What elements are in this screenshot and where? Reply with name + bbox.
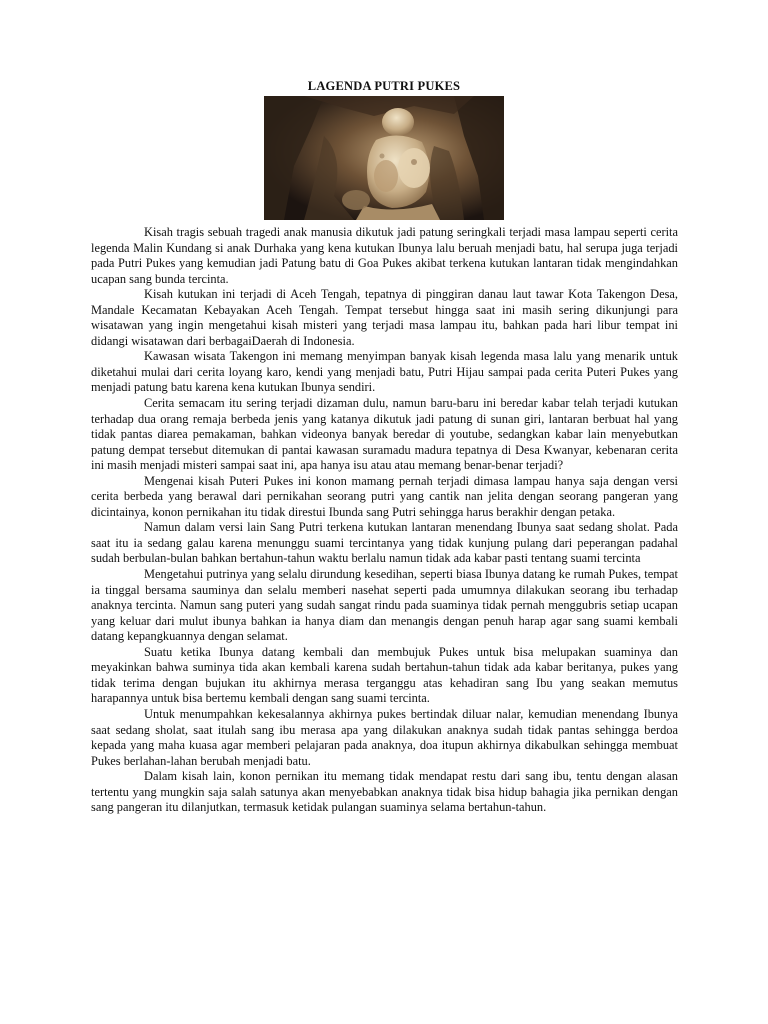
paragraph: Namun dalam versi lain Sang Putri terkena kutukan lantaran menendang Ibunya saat sedang sholat. Pada saat itu ia sedang galau karena menunggu suami tercintanya yang tidak kunjung pulang dari peperangan padahal sudah berbulan-bulan bahkan bertahun-tahun waktu berlalu namun tidak ada kabar pasti tentang suami tercinta — [91, 520, 678, 566]
paragraph: Mengetahui putrinya yang selalu dirundung kesedihan, seperti biasa Ibunya datang ke rumah Pukes, tempat ia tinggal bersama sauminya dan selalu memberi nasehat seperti pada umumnya dilakukan seorang ibu terhadap anaknya tercinta. Namun sang puteri yang sudah sangat rindu pada suaminya tidak pernah menggubris setiap ucapan yang keluar dari mulut ibunya bahkan ia hanya diam dan menangis dengan penuh harap agar sang suami kembali datang kepangkuannya dengan selamat. — [91, 567, 678, 644]
paragraph: Cerita semacam itu sering terjadi dizaman dulu, namun baru-baru ini beredar kabar telah terjadi kutukan terhadap dua orang remaja berbeda jenis yang katanya dikutuk jadi patung di sunan giri, lantaran berbuat hal yang tidak pantas diarea pemakaman, bahkan videonya banyak beredar di youtube, sedangkan kabar lain menyebutkan patung dempat tersebut ditemukan di pantai kawasan suramadu madura tepatnya di Desa Kwanyar, kebenaran cerita ini masih menjadi misteri sampai saat ini, apa hanya isu atau atau memang benar-benar terjadi? — [91, 396, 678, 473]
paragraph: Kisah kutukan ini terjadi di Aceh Tengah, tepatnya di pinggiran danau laut tawar Kota Takengon Desa, Mandale Kecamatan Kebayakan Aceh Tengah. Tempat tersebut hingga saat ini masih sering dikunjungi para wisatawan yang ingin mengetahui kisah misteri yang terjadi masa lampau itu, bahkan pada hari libur tempat ini didangi wisatawan dari berbagaiDaerah di Indonesia. — [91, 287, 678, 348]
paragraph: Mengenai kisah Puteri Pukes ini konon mamang pernah terjadi dimasa lampau hanya saja dengan versi cerita berbeda yang berawal dari pernikahan seorang putri yang cantik nan jelita dengan seorang pangeran yang dicintainya, konon pernikahan itu tidak direstui Ibunda sang Putri sehingga harus berakhir dengan petaka. — [91, 473, 678, 519]
document-body — [91, 225, 678, 816]
cave-statue-photo — [264, 96, 504, 220]
paragraph: Kawasan wisata Takengon ini memang menyimpan banyak kisah legenda masa lalu yang menarik untuk diketahui mulai dari cerita loyang karo, kendi yang menjadi batu, Putri Hijau sampai pada cerita Puteri Pukes yang menjadi patung batu karena kena kutukan Ibunya sendiri. — [91, 349, 678, 395]
paragraph: Untuk menumpahkan kekesalannya akhirnya pukes bertindak diluar nalar, kemudian menendang Ibunya saat sedang sholat, saat itulah sang ibu merasa apa yang dilakukan anaknya sudah tidak pantas sehingga berdoa kepada yang maha kuasa agar memberi pelajaran pada anaknya, doa itupun akhirnya dikabulkan sehingga membuat Pukes berlahan-lahan berubah menjadi batu. — [91, 706, 678, 768]
paragraph: Dalam kisah lain, konon pernikan itu memang tidak mendapat restu dari sang ibu, tentu dengan alasan tertentu yang mungkin saja salah satunya akan menyebabkan anaknya tidak bisa hidup bahagia jika pernikan dengan sang pangeran itu dilanjutkan, termasuk ketidak pulangan suaminya selama bertahun-tahun. — [91, 769, 678, 815]
paragraph: Suatu ketika Ibunya datang kembali dan membujuk Pukes untuk bisa melupakan suaminya dan meyakinkan bahwa suminya tida akan kembali karena sudah bertahun-tahun tidak ada kabar beritanya, pukes yang tidak terima dengan bujukan itu akhirnya merasa terganggu atas kehadiran sang Ibu yang seakan memutus harapannya untuk bisa bertemu kembali dengan sang suami tercinta. — [91, 644, 678, 706]
paragraph: Kisah tragis sebuah tragedi anak manusia dikutuk jadi patung seringkali terjadi masa lampau seperti cerita legenda Malin Kundang si anak Durhaka yang kena kutukan Ibunya lalu beruah menjadi batu, hal serupa juga terjadi pada Putri Pukes yang kemudian jadi Patung batu di Goa Pukes akibat terkena kutukan lantaran tidak mengindahkan ucapan sang bunda tercinta. — [91, 225, 678, 286]
document-title: LAGENDA PUTRI PUKES — [307, 79, 461, 93]
